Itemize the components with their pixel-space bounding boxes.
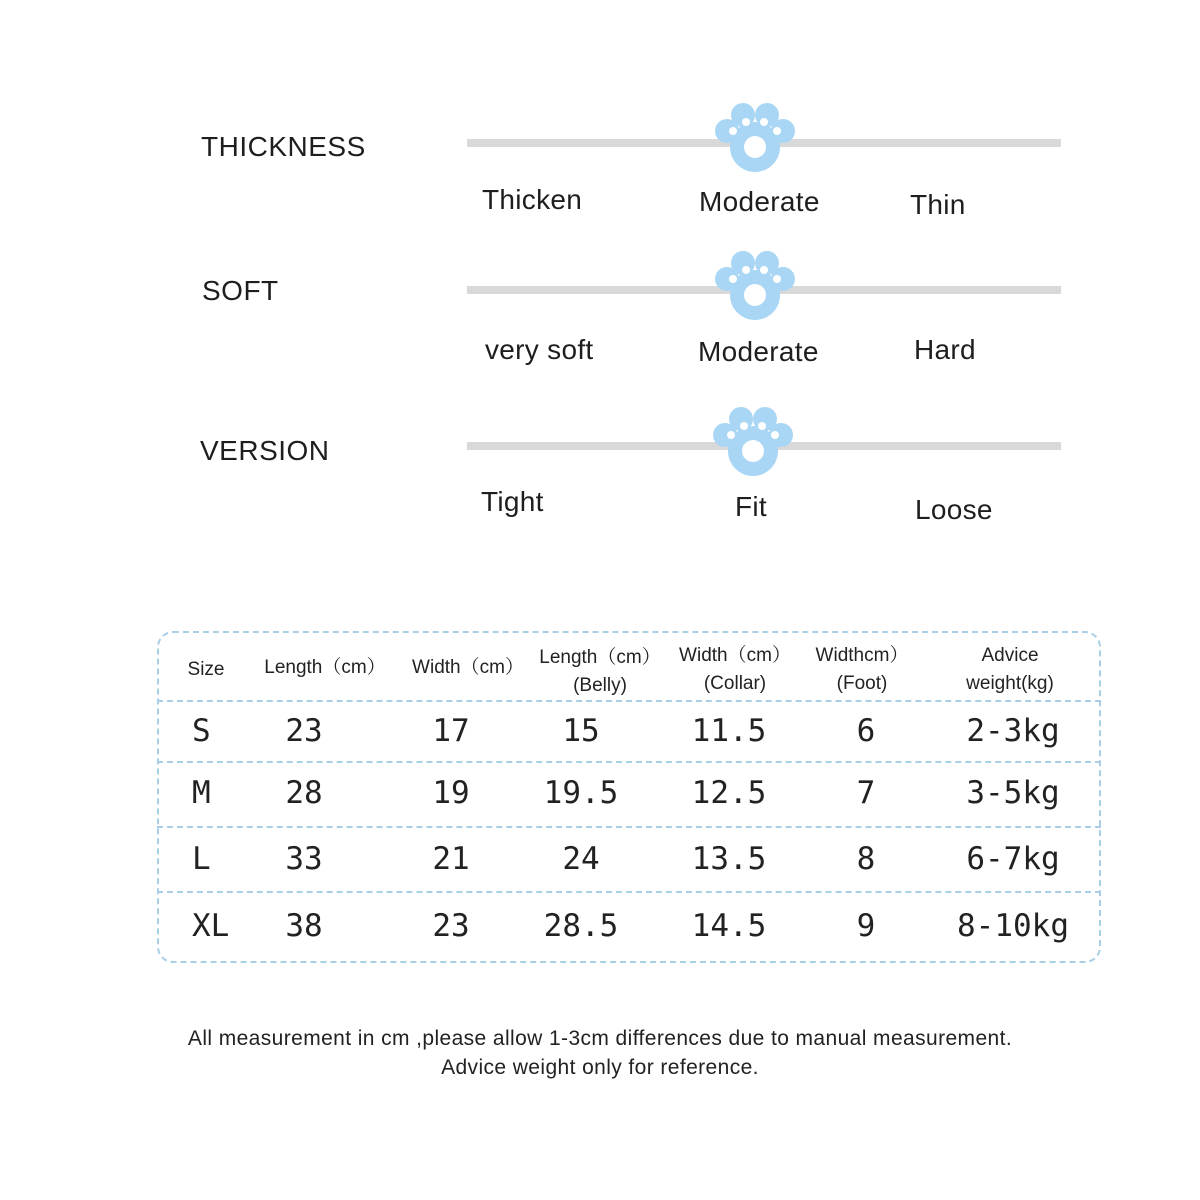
cell-width: 17 [432,713,470,749]
cell-belly: 19.5 [543,775,619,811]
cell-width: 19 [432,775,470,811]
cell-foot: 9 [856,908,876,944]
cell-length: 38 [285,908,323,944]
note-line: Advice weight only for reference. [441,1056,759,1079]
header-size: Size [187,659,225,680]
attribute-name: VERSION [200,435,330,466]
header-belly-length [532,644,668,700]
cell-length: 33 [285,841,323,877]
paw-icon [713,101,797,177]
row-divider [157,700,1101,702]
attribute-name: THICKNESS [201,131,366,162]
header-line: (Belly) [573,675,627,696]
cell-weight: 3-5kg [966,775,1060,811]
cell-weight: 8-10kg [957,908,1069,944]
option-label: very soft [485,334,594,365]
option-label: Thin [910,189,966,220]
cell-belly: 28.5 [543,908,619,944]
header-line: Width（cm） [679,645,791,666]
option-label: Loose [915,494,993,525]
option-label: Thicken [482,184,583,215]
header-line: Widthcm） [815,645,909,666]
cell-size: S [192,713,211,749]
header-line: Advice [981,645,1039,666]
header-length: Length（cm） [264,657,386,678]
cell-collar: 11.5 [691,713,767,749]
cell-collar: 13.5 [691,841,767,877]
cell-width: 23 [432,908,470,944]
header-line: (Collar) [703,673,767,694]
cell-collar: 14.5 [691,908,767,944]
header-line: (Foot) [836,673,888,694]
cell-collar: 12.5 [691,775,767,811]
header-line: weight(kg) [966,673,1054,694]
option-label-selected: Moderate [699,186,820,217]
header-advice-weight [940,642,1080,698]
attribute-name: SOFT [202,275,279,306]
cell-size: M [192,775,211,811]
cell-belly: 24 [562,841,600,877]
option-label: Tight [481,486,544,517]
header-width: Width（cm） [412,657,524,678]
option-label: Hard [914,334,976,365]
header-collar-width [670,642,800,698]
cell-foot: 7 [856,775,876,811]
cell-weight: 6-7kg [966,841,1060,877]
header-foot-width [806,642,918,698]
row-divider [157,891,1101,893]
option-label-selected: Moderate [698,336,819,367]
cell-length: 28 [285,775,323,811]
paw-icon [713,249,797,325]
note-line: All measurement in cm ,please allow 1-3cm differences due to manual measurement. [187,1027,1013,1050]
row-divider [157,826,1101,828]
cell-width: 21 [432,841,470,877]
paw-icon [711,405,795,481]
header-line: Length（cm） [539,647,661,668]
measurement-note [0,1024,1200,1082]
option-label-selected: Fit [735,491,768,522]
cell-belly: 15 [562,713,600,749]
cell-foot: 8 [856,841,876,877]
cell-foot: 6 [856,713,876,749]
row-divider [157,761,1101,763]
cell-weight: 2-3kg [966,713,1060,749]
cell-size: L [192,841,211,877]
cell-size: XL [192,908,230,944]
cell-length: 23 [285,713,323,749]
